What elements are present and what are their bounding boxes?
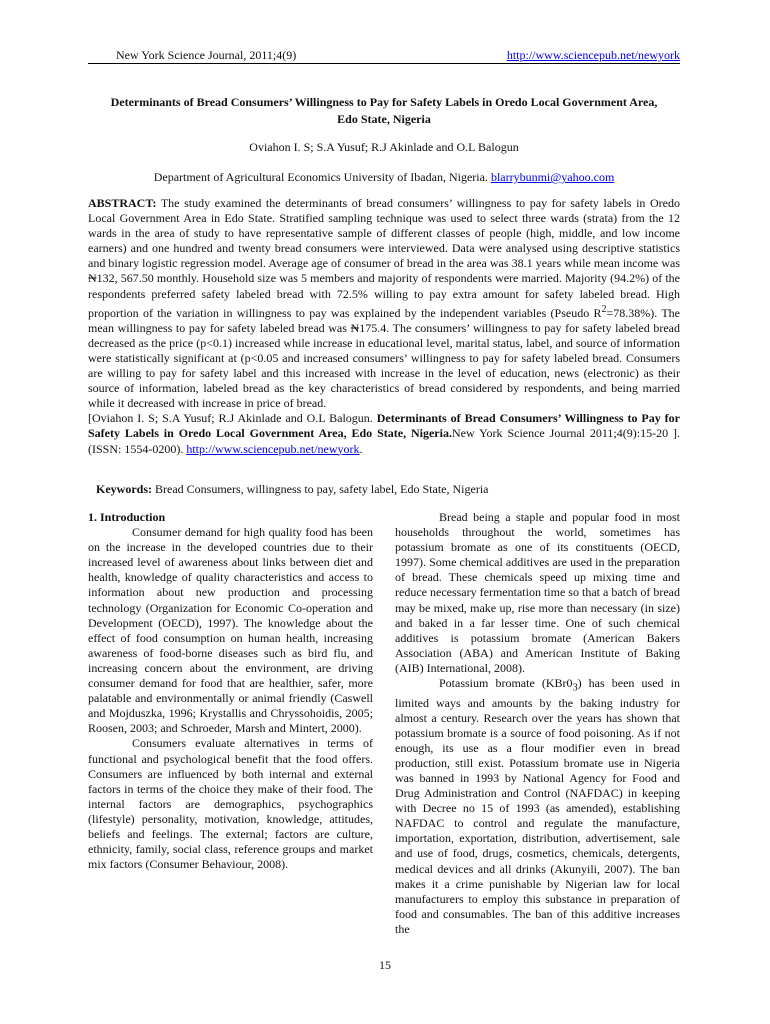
citation-block: [88, 411, 680, 456]
intro-paragraph-4-start: Potassium bromate (KBr0: [439, 676, 573, 691]
abstract: [88, 196, 680, 457]
abstract-superscript: 2: [601, 303, 607, 315]
abstract-label: ABSTRACT:: [88, 196, 157, 210]
paper-title-line1: Determinants of Bread Consumers’ Willingness to Pay for Safety Labels in Oredo Local Government Area,: [110, 95, 658, 109]
section-heading-introduction: 1. Introduction: [88, 510, 166, 524]
paper-title-line2: Edo State, Nigeria: [337, 112, 431, 126]
intro-paragraph-3: Bread being a staple and popular food in most households throughout the world, sometimes has potassium bromate as one of its constituents (OECD, 1997). Some chemical additives are used in the preparation of bread. These chemicals speed up mixing time and reduce necessary fermentation time so that a batch of bread may be mixed, make up, rise more than necessary (in size) and baked in a far lesser time. One of such chemical additives is potassium bromate (American Bakers Association (ABA) and American Institute of Baking (AIB) International, 2008).: [395, 510, 680, 675]
citation-authors: [Oviahon I. S; S.A Yusuf; R.J Akinlade and O.L Balogun.: [88, 411, 373, 426]
keywords: [96, 482, 680, 497]
chemical-subscript: 3: [572, 682, 578, 694]
citation-title: Determinants of Bread Consumers’ Willingness to Pay for Safety Labels in Oredo Local Government Area, Edo State, Nigeria.: [88, 411, 681, 441]
abstract-text-b: =78.38%). The mean willingness to pay for safety labeled bread was ₦175.4. The consumers’ willingness to pay for safety labeled bread decreased as the price (p<0.1) increased while increase in educational level, marital status, label, and source of information were statistically significant at (p<0.05 and increased consumers’ willingness to pay for safety labeled bread. Consumers are willing to pay for safety label and this increased with increase in the level of education, news (electronic) as their source of information, labeled bread as the key characteristics of bread considered by respondents, and being married while it decreased with increase in price of bread.: [88, 305, 680, 411]
citation-end: .: [359, 441, 363, 456]
keywords-text: Bread Consumers, willingness to pay, safety label, Edo State, Nigeria: [155, 482, 489, 496]
affiliation-text: Department of Agricultural Economics University of Ibadan, Nigeria.: [153, 170, 488, 184]
citation-link[interactable]: http://www.sciencepub.net/newyork: [186, 441, 360, 456]
intro-paragraph-4-rest: ) has been used in limited ways and amounts by the baking industry for almost a century. Research over the years has shown that potassium bromate is a source of food poisoning. As if not enough, its use as a flour modifier even in bread production, still exist. Potassium bromate use in Nigeria was banned in 1993 by National Agency for Food and Drug Administration and Control (NAFDAC) in keeping with Decree no 15 of 1993 (as amended), establishing NAFDAC to control and regulate the manufacture, importation, exportation, distribution, advertisement, sale and use of food, drugs, cosmetics, chemicals, detergents, medical devices and all drinks (Akunyili, 2007). The ban makes it a crime punishable by Nigerian law for local manufacturers to employ this substance in preparation of food and consumables. The ban of this additive increases the: [395, 676, 680, 936]
journal-url-link[interactable]: http://www.sciencepub.net/newyork: [506, 48, 680, 62]
keywords-label: Keywords:: [96, 482, 152, 496]
affiliation: [88, 170, 680, 185]
right-column: [395, 510, 680, 937]
paper-title: [88, 94, 680, 128]
left-column: [88, 510, 373, 872]
journal-citation: New York Science Journal, 2011;4(9): [116, 48, 297, 62]
header-rule: [88, 63, 680, 64]
intro-paragraph-2: Consumers evaluate alternatives in terms of functional and psychological benefit that the food offers. Consumers are influenced by both internal and external factors in terms of the choice they make of their food. The internal factors are demographics, psychographics (lifestyle) personality, motivation, knowledge, attitudes, beliefs and feelings. The external; factors are culture, ethnicity, family, social class, reference groups and market mix factors (Consumer Behaviour, 2008).: [88, 736, 373, 872]
abstract-text-a: The study examined the determinants of bread consumers’ willingness to pay for safety labels in Oredo Local Government Area in Edo State. Stratified sampling technique was used to select three wards (strata) from the 12 wards in the area of study to have representative sample of different classes of people (high, middle, and low income earners) and one hundred and twenty bread consumers were interviewed. Data were analysed using descriptive statistics and binary logistic regression model. Average age of consumer of bread in the area was 38.1 years while mean income was ₦132, 567.50 monthly. Household size was 5 members and majority of respondents were married. Majority (94.2%) of the respondents preferred safety labeled bread with 72.5% willing to pay extra amount for safety labeled bread. High proportion of the variation in willingness to pay was explained by the independent variables (Pseudo R: [88, 196, 680, 320]
intro-paragraph-4: [395, 676, 680, 937]
intro-paragraph-1: Consumer demand for high quality food has been on the increase in the developed countries due to their increased level of awareness about links between diet and health, knowledge of quality characteristics and access to information about new production and processing technology (Organization for Economic Co-operation and Development (OECD), 1997). The knowledge about the effect of food consumption on human health, increasing awareness of food-borne diseases such as bird flu, and increasing concern about the environment, are driving consumer demand for food that are healthier, safer, more palatable and environmentally or animal friendly (Caswell and Mojduszka, 1996; Krystallis and Chryssohoidis, 2005; Roosen, 2003; and Schroeder, Marsh and Mintert, 2000).: [88, 525, 373, 736]
citation-journal: New York Science Journal 2011;4(9):15-20 ]. (ISSN: 1554-0200).: [88, 426, 680, 456]
author-list: Oviahon I. S; S.A Yusuf; R.J Akinlade and O.L Balogun: [249, 140, 519, 154]
author-email-link[interactable]: blarrybunmi@yahoo.com: [490, 170, 615, 184]
page-number: 15: [379, 958, 391, 972]
